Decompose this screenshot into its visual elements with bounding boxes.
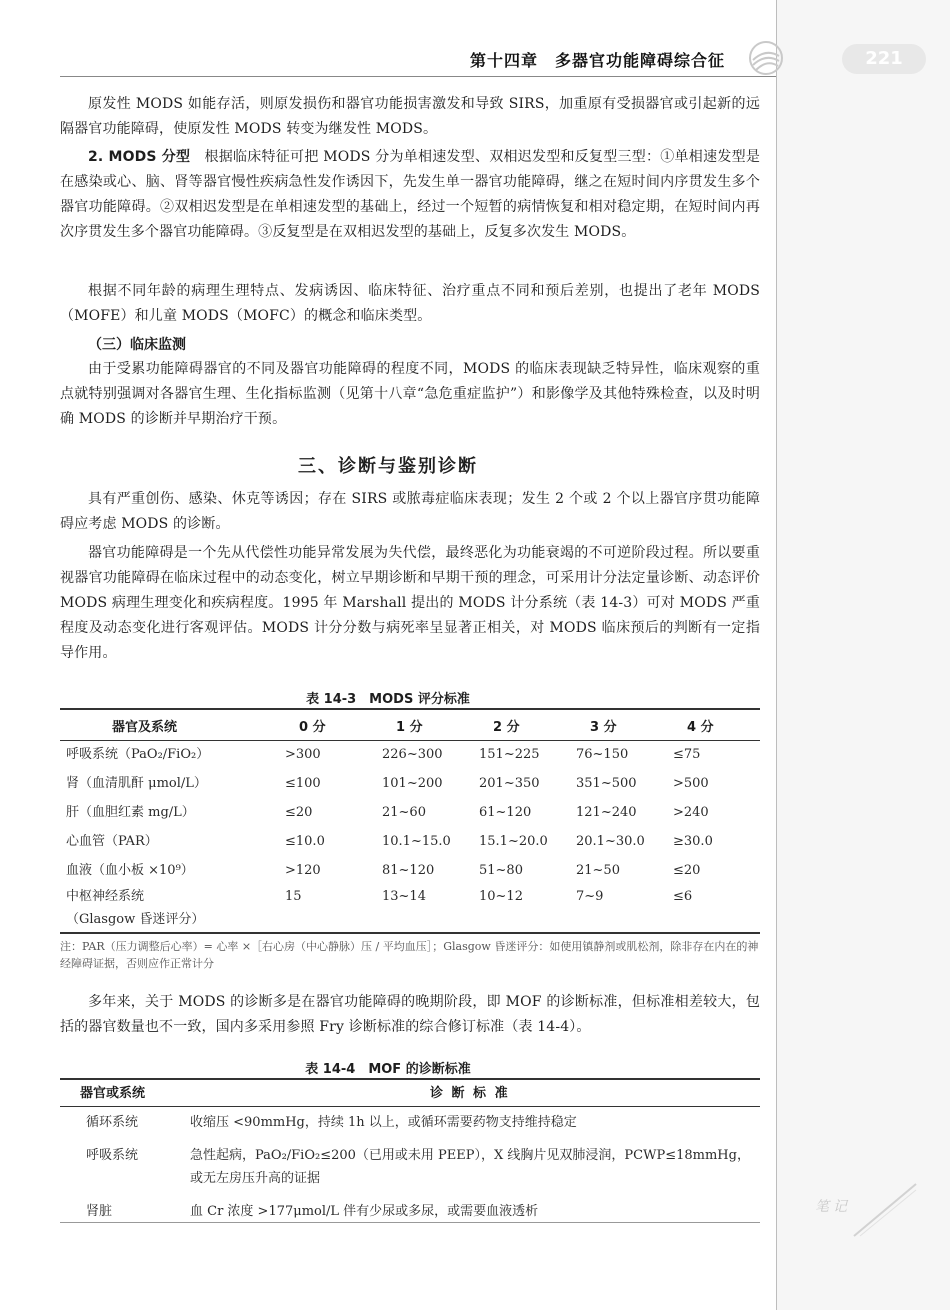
subsection-heading: （三）临床监测 [88, 337, 186, 353]
section-heading: 三、诊断与鉴别诊断 [298, 456, 478, 477]
table-row [60, 1106, 760, 1139]
table-row [60, 798, 760, 827]
table-cell: 101~200 [382, 776, 443, 791]
table-cell: 呼吸系统（PaO₂/FiO₂） [66, 747, 210, 762]
table-row [60, 1139, 760, 1195]
table-cell: ≤100 [285, 776, 321, 791]
mods-score-table [60, 716, 760, 931]
paragraph: 根据不同年龄的病理生理特点、发病诱因、临床特征、治疗重点不同和预后差别，也提出了老年 MODS（MOFE）和儿童 MODS（MOFC）的概念和临床类型。 [60, 283, 760, 324]
column-header: 器官及系统 [112, 720, 178, 735]
column-header: 诊 断 标 准 [430, 1086, 510, 1101]
page-number: 221 [865, 48, 903, 69]
paragraph: 具有严重创伤、感染、休克等诱因；存在 SIRS 或脓毒症临床表现；发生 2 个或 2 个以上器官序贯功能障碍应考虑 MODS 的诊断。 [60, 491, 760, 532]
table-cell: ≤20 [673, 863, 701, 878]
table-row [60, 769, 760, 798]
table-row [60, 827, 760, 856]
table-row [60, 1195, 760, 1228]
table-cell: 10.1~15.0 [382, 834, 451, 849]
column-header: 4 分 [687, 720, 714, 735]
table-cell: 血 Cr 浓度 >177μmol/L 伴有少尿或多尿，或需要血液透析 [190, 1204, 539, 1219]
table-row [60, 885, 760, 931]
table-top-rule [60, 1078, 760, 1080]
table-row [60, 856, 760, 885]
table-cell: 肝（血胆红素 mg/L） [66, 805, 195, 820]
table-cell: >500 [673, 776, 709, 791]
notes-label: 笔记 [815, 1199, 851, 1215]
table-cell: 20.1~30.0 [576, 834, 645, 849]
table-cell: 循环系统 [86, 1115, 139, 1130]
table-header-row [60, 716, 760, 740]
table-cell: 7~9 [576, 889, 604, 904]
table-cell: 15 [285, 889, 302, 904]
column-header: 3 分 [590, 720, 617, 735]
table-cell: >240 [673, 805, 709, 820]
table-caption: 表 14-3 MODS 评分标准 [306, 692, 470, 707]
table-cell: 收缩压 <90mmHg，持续 1h 以上，或循环需要药物支持维持稳定 [190, 1115, 577, 1130]
table-cell: ≤75 [673, 747, 701, 762]
paragraph-label: 2. MODS 分型 [88, 149, 191, 165]
table-cell: 76~150 [576, 747, 629, 762]
paragraph: 原发性 MODS 如能存活，则原发损伤和器官功能损害激发和导致 SIRS，加重原有受损器官或引起新的远隔器官功能障碍，使原发性 MODS 转变为继发性 MODS。 [60, 96, 760, 137]
column-header: 器官或系统 [80, 1086, 146, 1101]
chapter-title: 第十四章 多器官功能障碍综合征 [470, 51, 726, 70]
header-rule [60, 76, 776, 77]
table-cell: 351~500 [576, 776, 637, 791]
table-bottom-rule [60, 932, 760, 934]
table-cell: 肾（血清肌酐 μmol/L） [66, 776, 207, 791]
table-cell: 81~120 [382, 863, 435, 878]
paragraph: 多年来，关于 MODS 的诊断多是在器官功能障碍的晚期阶段，即 MOF 的诊断标准，但标准相差较大，包括的器官数量也不一致，国内多采用参照 Fry 诊断标准的综合修订标准（表 14-4）。 [60, 994, 760, 1035]
table-cell: ≤10.0 [285, 834, 325, 849]
publisher-logo-icon [748, 40, 784, 76]
table-cell: 呼吸系统 [86, 1148, 139, 1163]
table-row [60, 740, 760, 769]
table-cell: 201~350 [479, 776, 540, 791]
column-header: 2 分 [493, 720, 520, 735]
table-cell: 61~120 [479, 805, 532, 820]
table-cell: ≥30.0 [673, 834, 713, 849]
paragraph: 由于受累功能障碍器官的不同及器官功能障碍的程度不同，MODS 的临床表现缺乏特异性，临床观察的重点就特别强调对各器官生理、生化指标监测（见第十八章“急危重症监护”）和影像学及其他特殊检查，以及时明确 MODS 的诊断并早期治疗干预。 [60, 361, 760, 427]
column-header: 0 分 [299, 720, 326, 735]
table-top-rule [60, 708, 760, 710]
table-cell: 10~12 [479, 889, 523, 904]
cell-line: 中枢神经系统 [66, 889, 145, 904]
table-header-row [60, 1082, 760, 1106]
column-header: 1 分 [396, 720, 423, 735]
table-cell: >300 [285, 747, 321, 762]
table-cell: 血液（血小板 ×10⁹） [66, 863, 194, 878]
table-cell: 急性起病，PaO₂/FiO₂≤200（已用或未用 PEEP），X 线胸片见双肺浸润，PCWP≤18mmHg，或无左房压升高的证据 [190, 1148, 750, 1186]
table-cell: 21~50 [576, 863, 620, 878]
table-cell: 21~60 [382, 805, 426, 820]
table-bottom-rule [60, 1222, 760, 1223]
table-cell: 心血管（PAR） [66, 834, 158, 849]
table-cell: 15.1~20.0 [479, 834, 548, 849]
table-cell: 13~14 [382, 889, 426, 904]
mof-criteria-table [60, 1082, 760, 1228]
table-cell: ≤20 [285, 805, 313, 820]
table-cell: 肾脏 [86, 1204, 113, 1219]
margin-divider [776, 0, 777, 1310]
table-cell: 51~80 [479, 863, 523, 878]
table-cell: 226~300 [382, 747, 443, 762]
table-caption: 表 14-4 MOF 的诊断标准 [305, 1062, 471, 1077]
paragraph-text: 根据临床特征可把 MODS 分为单相速发型、双相迟发型和反复型三型：①单相速发型是在感染或心、脑、肾等器官慢性疾病急性发作诱因下，先发生单一器官功能障碍，继之在短时间内序贯发生多个器官功能障碍。②双相迟发型是在单相速发型的基础上，经过一个短暂的病情恢复和相对稳定期，在短时间内再次序贯发生多个器官功能障碍。③反复型是在双相迟发型的基础上，反复多次发生 MODS。 [60, 149, 760, 240]
table-cell: 151~225 [479, 747, 540, 762]
paragraph: 器官功能障碍是一个先从代偿性功能异常发展为失代偿，最终恶化为功能衰竭的不可逆阶段过程。所以要重视器官功能障碍在临床过程中的动态变化，树立早期诊断和早期干预的理念，可采用计分法定量诊断、动态评价 MODS 病理生理变化和疾病程度。1995 年 Marshall 提出的 MODS 计分系统（表 14-3）可对 MODS 严重程度及动态变化进行客观评估。MODS 计分分数与病死率呈显著正相关，对 MODS 临床预后的判断有一定指导作用。 [60, 545, 760, 661]
paragraph-mods-types [60, 145, 760, 270]
table-cell: 121~240 [576, 805, 637, 820]
table-cell: ≤6 [673, 889, 693, 904]
notes-margin [776, 0, 950, 1310]
table-note: 注：PAR（压力调整后心率）= 心率 ×［右心房（中心静脉）压 / 平均血压］；Glasgow 昏迷评分：如使用镇静剂或肌松剂，除非存在内在的神经障碍证据，否则应作正常计分 [60, 940, 759, 970]
table-cell: >120 [285, 863, 321, 878]
table-cell [60, 885, 285, 931]
cell-line: （Glasgow 昏迷评分） [66, 912, 205, 927]
pencil-icon [850, 1180, 920, 1240]
